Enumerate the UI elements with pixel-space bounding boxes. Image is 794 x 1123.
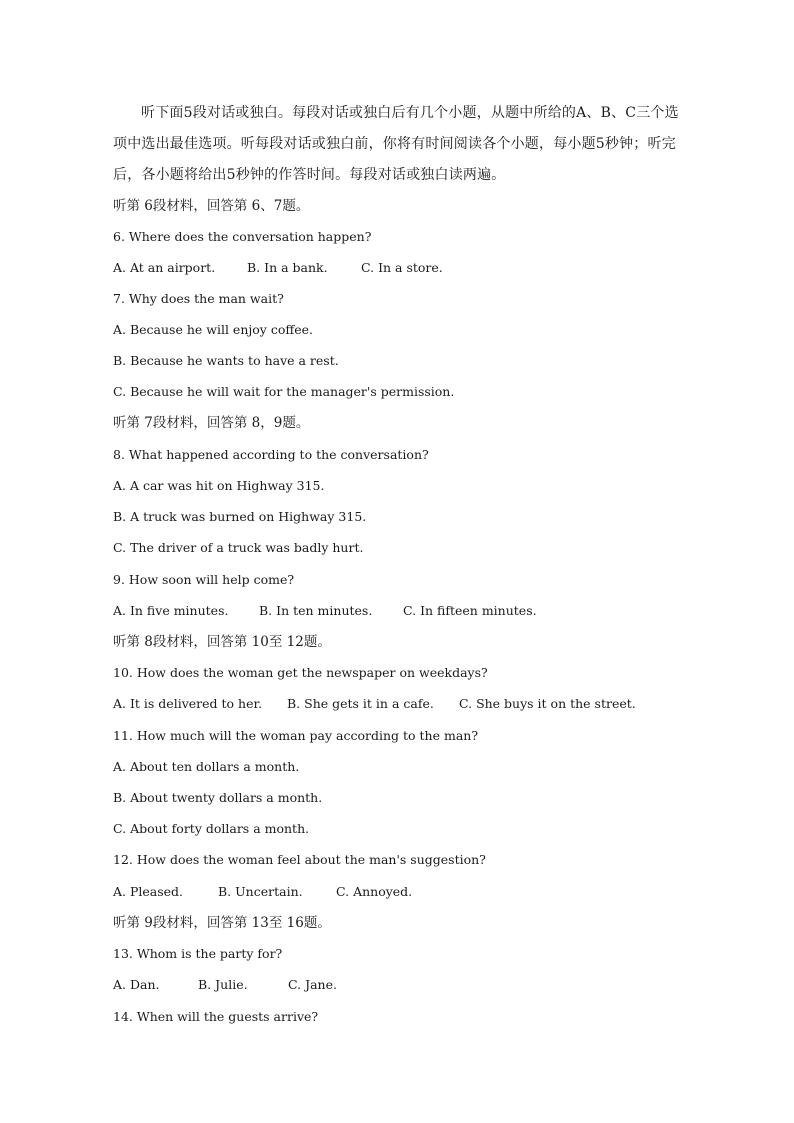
question-7: 7. Why does the man wait?: [113, 291, 284, 306]
question-12-option-b: B. Uncertain.: [218, 884, 303, 899]
question-13-option-b: B. Julie.: [198, 977, 248, 992]
question-12-option-c: C. Annoyed.: [336, 884, 413, 899]
question-12-option-a: A. Pleased.: [113, 884, 184, 899]
question-10-option-b: B. She gets it in a cafe.: [287, 696, 434, 711]
question-14: 14. When will the guests arrive?: [113, 1009, 319, 1024]
question-8-option-c: C. The driver of a truck was badly hurt.: [113, 540, 364, 555]
question-6: 6. Where does the conversation happen?: [113, 229, 372, 244]
question-11-option-a: A. About ten dollars a month.: [113, 759, 300, 774]
question-8: 8. What happened according to the conversation?: [113, 447, 429, 462]
section-8-heading: 听第 8段材料，回答第 10至 12题。: [113, 634, 331, 650]
instructions-paragraph: 听下面5段对话或独白。每段对话或独白后有几个小题，从题中所给的A、B、C三个选项中选出最佳选项。听每段对话或独白前，你将有时间阅读各个小题，每小题5秒钟；听完后，各小题将给出5秒钟的作答时间。每段对话或独白读两遍。: [113, 105, 679, 183]
question-7-option-c: C. Because he will wait for the manager's permission.: [113, 384, 455, 399]
question-10: 10. How does the woman get the newspaper on weekdays?: [113, 665, 488, 680]
question-9-option-a: A. In five minutes.: [113, 603, 229, 618]
question-6-option-b: B. In a bank.: [247, 260, 328, 275]
question-7-option-b: B. Because he wants to have a rest.: [113, 353, 339, 368]
question-13-option-a: A. Dan.: [113, 977, 160, 992]
question-10-option-c: C. She buys it on the street.: [459, 696, 636, 711]
section-6-heading: 听第 6段材料，回答第 6、7题。: [113, 198, 310, 214]
question-6-option-c: C. In a store.: [361, 260, 443, 275]
section-7-heading: 听第 7段材料，回答第 8，9题。: [113, 415, 310, 431]
question-7-option-a: A. Because he will enjoy coffee.: [113, 322, 313, 337]
question-6-option-a: A. At an airport.: [113, 260, 216, 275]
question-11-option-b: B. About twenty dollars a month.: [113, 790, 323, 805]
question-13: 13. Whom is the party for?: [113, 946, 283, 961]
question-11-option-c: C. About forty dollars a month.: [113, 821, 310, 836]
question-12: 12. How does the woman feel about the man's suggestion?: [113, 852, 486, 867]
question-10-option-a: A. It is delivered to her.: [113, 696, 263, 711]
question-8-option-a: A. A car was hit on Highway 315.: [113, 478, 325, 493]
question-13-option-c: C. Jane.: [288, 977, 337, 992]
question-8-option-b: B. A truck was burned on Highway 315.: [113, 509, 367, 524]
question-9-option-c: C. In fifteen minutes.: [403, 603, 537, 618]
question-9-option-b: B. In ten minutes.: [259, 603, 373, 618]
question-11: 11. How much will the woman pay according to the man?: [113, 728, 479, 743]
section-9-heading: 听第 9段材料，回答第 13至 16题。: [113, 915, 331, 931]
question-9: 9. How soon will help come?: [113, 572, 295, 587]
